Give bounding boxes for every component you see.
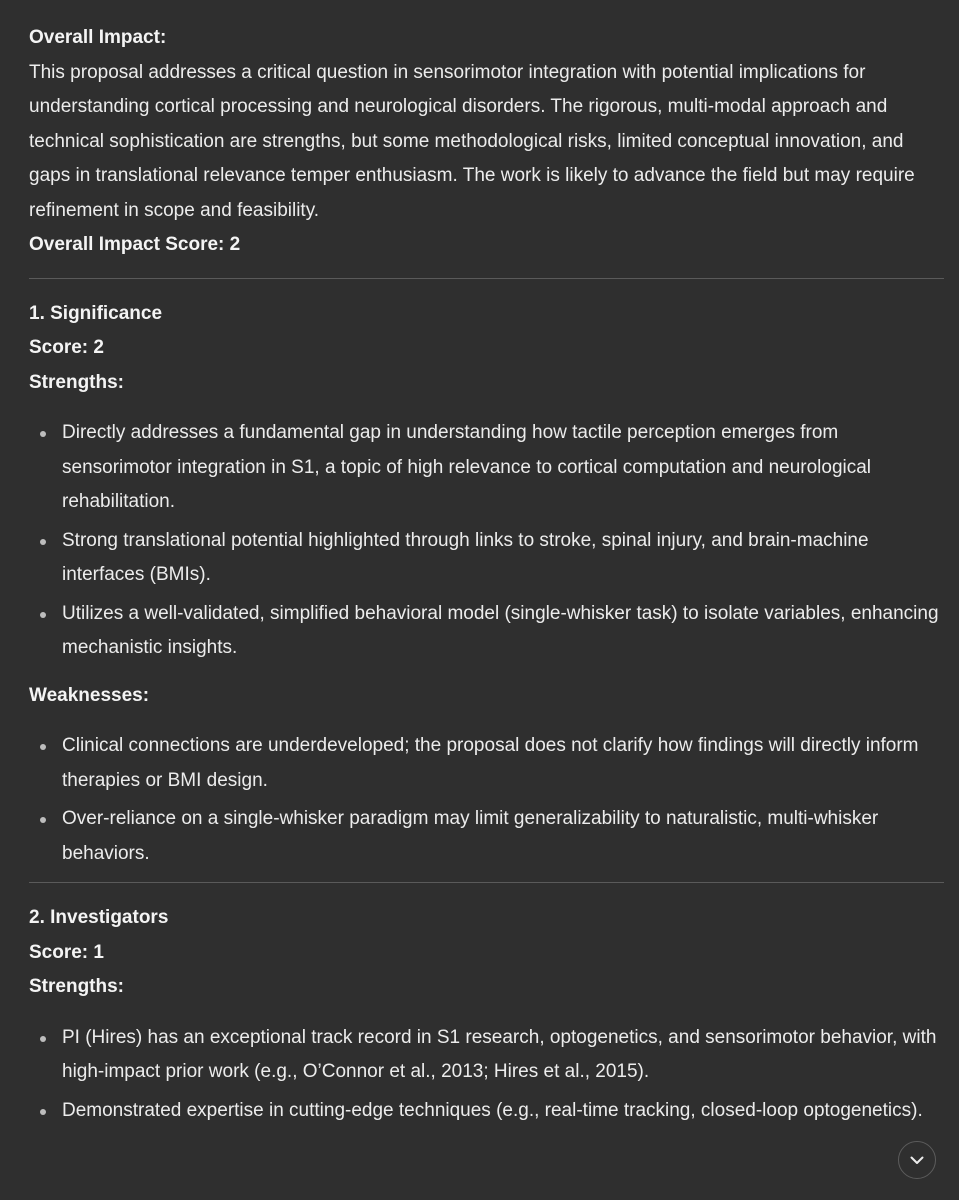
list-item-text: PI (Hires) has an exceptional track record in S1 research, optogenetics, and sensorimotor behavior, with high-impact prior work (e.g., O’Connor et al., 2013; Hires et al., 2015). [62,1026,937,1082]
overall-impact-heading: Overall Impact: [29,27,167,48]
list-item-text: Over-reliance on a single-whisker paradigm may limit generalizability to naturalistic, multi-whisker behaviors. [62,808,879,864]
list-item-text: Clinical connections are underdeveloped; the proposal does not clarify how findings will directly inform therapies or BMI design. [62,735,919,791]
bullet-icon [40,431,46,437]
list-item-text: Demonstrated expertise in cutting-edge techniques (e.g., real-time tracking, closed-loop optogenetics). [62,1099,923,1121]
bullet-icon [40,1036,46,1042]
bullet-icon [40,612,46,618]
list-item-text: Directly addresses a fundamental gap in understanding how tactile perception emerges from sensorimotor integration in S1, a topic of high relevance to cortical computation and neurological rehabilitation. [62,422,872,512]
significance-score: Score: 2 [29,337,104,358]
significance-weaknesses-list [29,729,944,871]
list-item-text: Strong translational potential highlighted through links to stroke, spinal injury, and brain-machine interfaces (BMIs). [62,529,869,585]
list-item [29,729,944,798]
section-divider [29,882,944,883]
investigators-strengths-list [29,1021,944,1129]
list-item [29,802,944,871]
list-item [29,597,944,666]
list-item-text: Utilizes a well-validated, simplified behavioral model (single-whisker task) to isolate variables, enhancing mechanistic insights. [62,602,939,658]
significance-strengths-list [29,416,944,666]
list-item [29,524,944,593]
investigators-heading: 2. Investigators [29,907,169,928]
significance-strengths-label: Strengths: [29,371,124,393]
significance-weaknesses-label: Weaknesses: [29,684,150,706]
investigators-score: Score: 1 [29,941,104,963]
list-item [29,1021,944,1090]
overall-impact-body: This proposal addresses a critical question in sensorimotor integration with potential implications for understanding cortical processing and neurological disorders. The rigorous, multi-modal approach and technical sophistication are strengths, but some methodological risks, limited conceptual innovation, and gaps in translational relevance temper enthusiasm. The work is likely to advance the field but may require refinement in scope and feasibility. [29,61,915,221]
bullet-icon [40,539,46,545]
investigators-strengths-label: Strengths: [29,976,124,997]
significance-heading: 1. Significance [29,302,163,324]
bullet-icon [40,744,46,750]
chevron-down-icon [908,1151,926,1169]
list-item [29,1094,944,1129]
list-item [29,416,944,520]
section-divider [29,278,944,279]
review-content [29,21,944,1132]
bullet-icon [40,1109,46,1115]
bullet-icon [40,817,46,823]
overall-impact-score: Overall Impact Score: 2 [29,234,241,255]
scroll-to-bottom-button[interactable] [898,1141,936,1179]
